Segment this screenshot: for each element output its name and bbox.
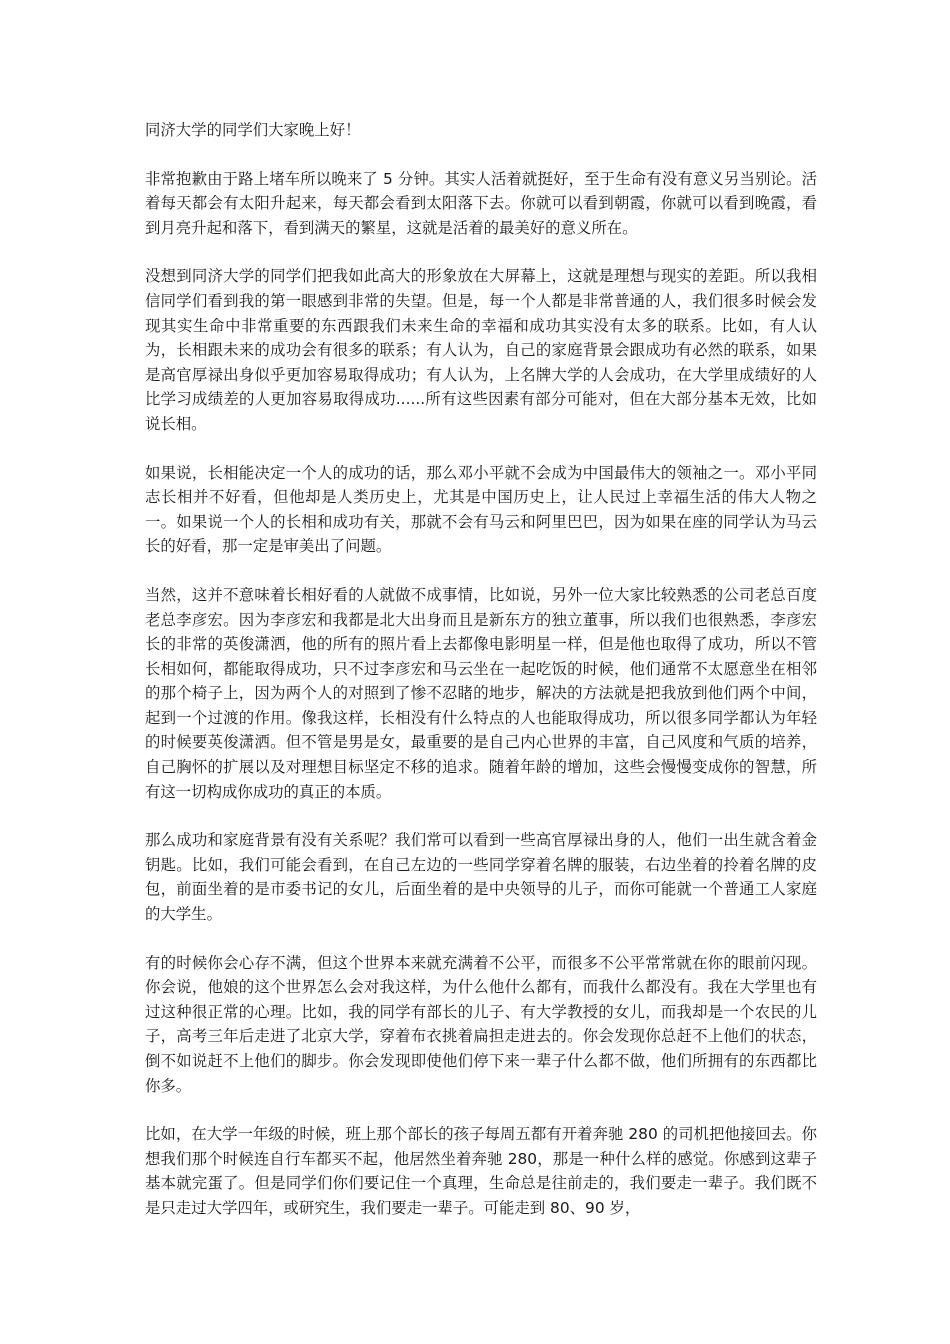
speech-text — [145, 118, 817, 1221]
paragraph-unfairness: 有的时候你会心存不满，但这个世界本来就充满着不公平，而很多不公平常常就在你的眼前闪现。你会说，他娘的这个世界怎么会对我这样，为什么他什么都有，而我什么都没有。我在大学里也有过这种很正常的心理。比如，我的同学有部长的儿子、有大学教授的女儿，而我却是一个农民的儿子，高考三年后走进了北京大学，穿着布衣挑着扁担走进去的。你会发现你总赶不上他们的状态，倒不如说赶不上他们的脚步。你会发现即使他们停下来一辈子什么都不做，他们所拥有的东西都比你多。 — [145, 953, 817, 1095]
greeting-paragraph: 同济大学的同学们大家晚上好！ — [145, 121, 361, 139]
paragraph-appearance-intro: 没想到同济大学的同学们把我如此高大的形象放在大屏幕上，这就是理想与现实的差距。所以我相信同学们看到我的第一眼感到非常的失望。但是，每一个人都是非常普通的人，我们很多时候会发现其实生命中非常重要的东西跟我们未来生命的幸福和成功其实没有太多的联系。比如，有人认为，长相跟未来的成功会有很多的联系；有人认为，自己的家庭背景会跟成功有必然的联系，如果是高官厚禄出身似乎更加容易取得成功；有人认为，上名牌大学的人会成功，在大学里成绩好的人比学习成绩差的人更加容易取得成功......所有这些因素有部分可能对，但在大部分基本无效，比如说长相。 — [145, 267, 817, 433]
paragraph-family-background: 那么成功和家庭背景有没有关系呢？我们常可以看到一些高官厚禄出身的人，他们一出生就含着金钥匙。比如，我们可能会看到，在自己左边的一些同学穿着名牌的服装，右边坐着的拎着名牌的皮包，前面坐着的是市委书记的女儿，后面坐着的是中央领导的儿子，而你可能就一个普通工人家庭的大学生。 — [145, 831, 817, 924]
paragraph-deng-xiaoping: 如果说，长相能决定一个人的成功的话，那么邓小平就不会成为中国最伟大的领袖之一。邓小平同志长相并不好看，但他却是人类历史上，尤其是中国历史上，让人民过上幸福生活的伟大人物之一。如果说一个人的长相和成功有关，那就不会有马云和阿里巴巴，因为如果在座的同学认为马云长的好看，那一定是审美出了问题。 — [145, 463, 817, 556]
paragraph-li-yanhong: 当然，这并不意味着长相好看的人就做不成事情，比如说，另外一位大家比较熟悉的公司老总百度老总李彦宏。因为李彦宏和我都是北大出身而且是新东方的独立董事，所以我们也很熟悉，李彦宏长的非常的英俊潇洒，他的所有的照片看上去都像电影明星一样，但是他也取得了成功，所以不管长相如何，都能取得成功，只不过李彦宏和马云坐在一起吃饭的时候，他们通常不太愿意坐在相邻的那个椅子上，因为两个人的对照到了惨不忍睹的地步，解决的方法就是把我放到他们两个中间，起到一个过渡的作用。像我这样，长相没有什么特点的人也能取得成功，所以很多同学都认为年轻的时候要英俊潇洒。但不管是男是女，最重要的是自己内心世界的丰富，自己风度和气质的培养，自己胸怀的扩展以及对理想目标坚定不移的追求。随着年龄的增加，这些会慢慢变成你的智慧，所有这一切构成你成功的真正的本质。 — [145, 585, 817, 801]
paragraph-benz-280: 比如，在大学一年级的时候，班上那个部长的孩子每周五都有开着奔驰 280 的司机把他接回去。你想我们那个时候连自行车都买不起，他居然坐着奔驰 280，那是一种什么样的感觉。你感到这辈子基本就完蛋了。但是同学们你们要记住一个真理，生命总是往前走的，我们要走一辈子。我们既不是只走过大学四年，或研究生，我们要走一辈子。可能走到 80、90 岁， — [145, 1125, 817, 1217]
paragraph-late-apology: 非常抱歉由于路上堵车所以晚来了 5 分钟。其实人活着就挺好，至于生命有没有意义另当别论。活着每天都会有太阳升起来，每天都会看到太阳落下去。你就可以看到朝霞，你就可以看到晚霞，看到月亮升起和落下，看到满天的繁星，这就是活着的最美好的意义所在。 — [145, 169, 817, 237]
